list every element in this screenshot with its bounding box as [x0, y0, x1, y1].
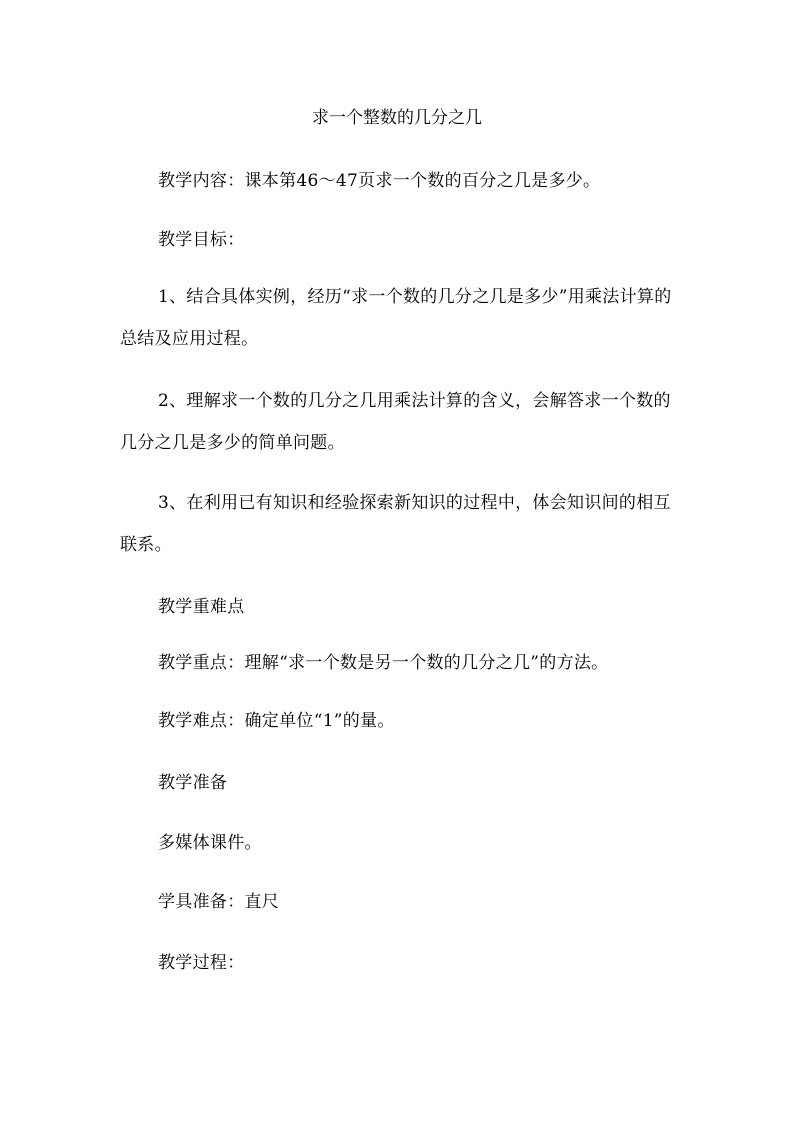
tools-paragraph: 学具准备：直尺 [158, 892, 280, 912]
teaching-goals-heading: 教学目标： [158, 230, 245, 250]
preparation-heading: 教学准备 [158, 773, 228, 793]
key-point-paragraph: 教学重点：理解“求一个数是另一个数的几分之几”的方法。 [158, 653, 609, 673]
document-title: 求一个整数的几分之几 [312, 108, 482, 128]
goal-1-paragraph: 1、结合具体实例，经历“求一个数的几分之几是多少”用乘法计算的总结及应用过程。 [120, 287, 672, 349]
teaching-process-heading: 教学过程： [158, 953, 245, 973]
key-difficulty-heading: 教学重难点 [158, 597, 245, 617]
goal-2-paragraph: 2、理解求一个数的几分之几用乘法计算的含义，会解答求一个数的几分之几是多少的简单问题。 [120, 391, 671, 453]
goal-3-paragraph: 3、在利用已有知识和经验探索新知识的过程中，体会知识间的相互联系。 [120, 493, 671, 555]
media-paragraph: 多媒体课件。 [158, 833, 262, 853]
teaching-content-paragraph: 教学内容：课本第46～47页求一个数的百分之几是多少。 [158, 171, 601, 191]
difficulty-paragraph: 教学难点：确定单位“1”的量。 [158, 711, 395, 731]
